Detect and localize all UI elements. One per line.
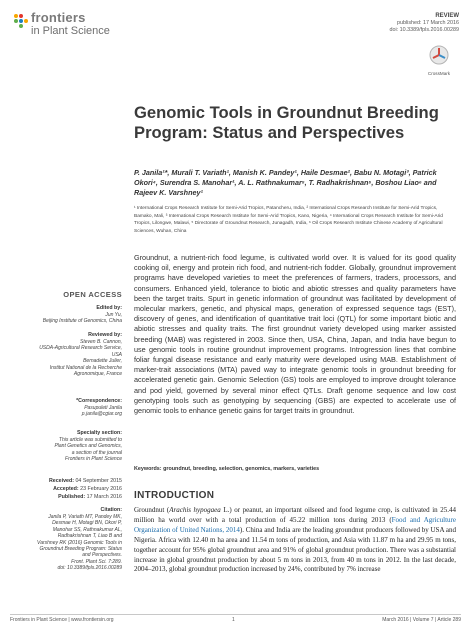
keywords-label: Keywords: (134, 466, 162, 472)
citation-text: Janila P, Variath MT, Pandey MK, Desmae H, Motagi BN, Okori P, Manohar SS, Rathnakumar AL, Radhakrishnan T, Liao B and Varshney RK (2016) Genomic Tools in Groundnut Breeding Program: Status and Perspectives. Front. Plant Sci. 7:289. doi: 10.3389/fpls.2016.00289 (37, 514, 122, 572)
specialty-block (10, 430, 122, 463)
intro-text-1: Groundnut ( (134, 506, 170, 514)
correspondence-block (10, 398, 122, 418)
intro-heading: INTRODUCTION (134, 490, 215, 501)
received-date: 04 September 2015 (75, 478, 122, 484)
article-type: REVIEW (435, 13, 459, 19)
specialty-label: Specialty section: (76, 430, 122, 436)
keywords-list: groundnut, breeding, selection, genomics, markers, varieties (163, 466, 320, 472)
fao-reference-link[interactable]: Food and Agriculture Organization of United Nations, 2014 (134, 515, 456, 534)
received-label: Received: (48, 478, 74, 484)
article-meta (389, 13, 459, 34)
correspondence-label: *Correspondence: (76, 398, 122, 404)
open-access-label: OPEN ACCESS (63, 290, 122, 299)
article-title: Genomic Tools in Groundnut Breeding Program: Status and Perspectives (134, 103, 439, 142)
affiliations: ¹ International Crops Research Institute for Semi-Arid Tropics, Patancheru, India, ² International Crops Research Institute for Semi-Arid Tropics, Bamako, Mali, ³ International Crops Research Institute for Semi-Arid Tropics, Kano, Nigeria, ⁴ International Crops Research Institute for Semi-Arid Tropics, Lilongwe, Malawi, ⁵ Directorate of Groundnut Research, Junagadh, India, ⁶ Oil Crops Research Institute Chinese Academy of Agricultural Sciences, Wuhan, China (134, 206, 443, 234)
editor: Jun Yu, Beijing Institute of Genomics, China (42, 312, 122, 325)
specialty-text: This article was submitted to Plant Genetics and Genomics, a section of the journal Frontiers in Plant Science (54, 437, 122, 463)
edited-by-label: Edited by: (96, 305, 122, 311)
article-doi[interactable]: doi: 10.3389/fpls.2016.00289 (389, 27, 459, 33)
reviewed-by-block (10, 332, 122, 377)
reviewers: Steven B. Cannon, USDA-Agricultural Research Service, USA Bernadette Julier, Institut National de la Recherche Agronomique, France (39, 339, 122, 378)
footer-journal[interactable]: Frontiers in Plant Science | www.frontiersin.org (10, 617, 114, 623)
author-list: P. Janila¹*, Murali T. Variath¹, Manish K. Pandey¹, Haile Desmae², Babu N. Motagi³, Patrick Okori⁴, Surendra S. Manohar¹, A. L. Rathnakumar⁵, T. Radhakrishnan⁵, Boshou Liao⁶ and Rajeev K. Varshney¹ (134, 168, 437, 197)
journal-subname: in Plant Science (31, 25, 110, 37)
page-number: 1 (232, 617, 235, 623)
citation-block (10, 507, 122, 572)
journal-name: frontiers (31, 10, 86, 25)
dates-block (10, 477, 122, 501)
species-name: Arachis hypogaea (169, 506, 221, 514)
edited-by-block (10, 305, 122, 325)
journal-logo[interactable] (14, 8, 134, 44)
keywords (134, 466, 456, 472)
abstract: Groundnut, a nutrient-rich food legume, is cultivated world over. It is valued for its good quality cooking oil, energy and protein rich food, and nutrient-rich fodder. Globally, groundnut improvement programs have developed varieties to meet the preferences of farmers, traders, processors, and consumers. Enhanced yield, tolerance to biotic and abiotic stresses and quality parameters have been the target traits. Spurt in genetic information of groundnut was facilitated by development of molecular markers, genetic, and physical maps, generation of expressed sequence tags (EST), discovery of genes, and identification of quantitative trait loci (QTL) for some important biotic and abiotic stresses and quality traits. The first groundnut variety developed using marker assisted breeding (MAB) was registered in 2003. Since then, USA, China, Japan, and India have begun to use genomic tools in routine groundnut improvement programs. Introgression lines that combine foliar fungal disease resistance and early maturity were developed using MAB. Establishment of marker-trait associations (MTA) paved way to integrate genomic tools in groundnut breeding for accelerated genetic gain. Genomic Selection (GS) tools are employed to improve drought tolerance and pod yield, governed by several minor effect QTLs. Draft genome sequence and low cost genotyping tools such as genotyping by sequencing (GBS) are expected to accelerate use of genomic tools to enhance genetic gains for target traits in groundnut. (134, 253, 456, 416)
footer-issue: March 2016 | Volume 7 | Article 289 (382, 617, 461, 623)
crossmark-icon (429, 45, 449, 65)
crossmark-badge[interactable] (423, 45, 455, 76)
frontiers-logo-icon (14, 14, 28, 28)
published-label: Published: (58, 494, 86, 500)
published-value: 17 March 2016 (86, 494, 122, 500)
intro-text-3: ). China and India are the leading groundnut producers followed by USA and Nigeria. Africa with 12.40 m ha area and 11.54 m tons of production, and Asia with 11.87 m ha and 29.95 m tons, together account for 95% global groundnut area and 91% of global groundnut production. There was a substantial increase in global groundnut production by about 5 m tons in 2013, from 40 m tons in 2012. In the last decade, 2004–2013, global groundnut production increased by 24%, contributed by 7% increase (134, 525, 456, 574)
intro-paragraph (134, 506, 456, 575)
accepted-date: 23 February 2016 (80, 486, 122, 492)
published-date: published: 17 March 2016 (396, 20, 459, 26)
citation-label: Citation: (100, 507, 122, 513)
crossmark-label: CrossMark (427, 71, 451, 76)
reviewed-by-label: Reviewed by: (88, 332, 122, 338)
correspondence-contact[interactable]: Pasupuleti Janila p.janila@cgiar.org (81, 405, 122, 418)
accepted-label: Accepted: (53, 486, 79, 492)
intro-text-2: L.) or peanut, an important oilseed and food legume crop, is cultivated in 25.44 million ha world over with a total production of 45.22 million tons during 2013 ( (134, 506, 456, 524)
footer-divider (10, 614, 461, 615)
